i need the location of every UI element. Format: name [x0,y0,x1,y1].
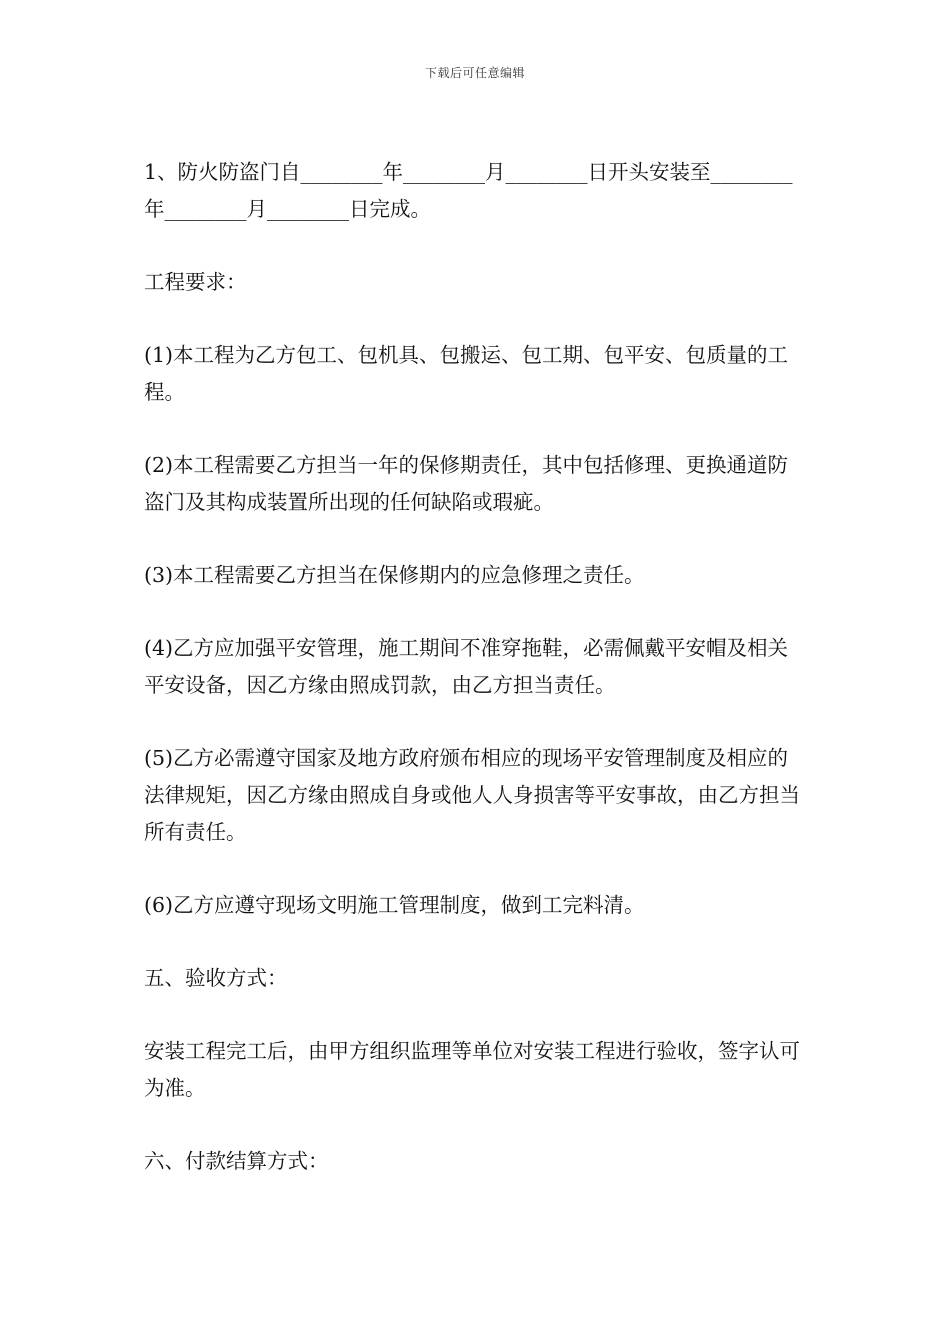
document-body [144,154,808,1216]
page-header: 下载后可任意编辑 [424,66,525,80]
paragraph-install-schedule: 1、防火防盗门自________年________月________日开头安装至________年________月________日完成。 [144,160,793,221]
section-heading-payment: 六、付款结算方式： [144,1149,329,1173]
section-heading-acceptance: 五、验收方式： [144,966,288,990]
paragraph-requirement-4: (4)乙方应加强平安管理，施工期间不准穿拖鞋，必需佩戴平安帽及相关平安设备，因乙方缘由照成罚款，由乙方担当责任。 [144,636,789,697]
paragraph-acceptance: 安装工程完工后，由甲方组织监理等单位对安装工程进行验收，签字认可为准。 [144,1039,800,1100]
paragraph-requirement-5: (5)乙方必需遵守国家及地方政府颁布相应的现场平安管理制度及相应的法律规矩，因乙方缘由照成自身或他人人身损害等平安事故，由乙方担当所有责任。 [144,746,800,844]
paragraph-requirements-heading: 工程要求： [144,270,247,294]
paragraph-requirement-3: (3)本工程需要乙方担当在保修期内的应急修理之责任。 [144,563,645,587]
paragraph-requirement-6: (6)乙方应遵守现场文明施工管理制度，做到工完料清。 [144,893,645,917]
paragraph-requirement-1: (1)本工程为乙方包工、包机具、包搬运、包工期、包平安、包质量的工程。 [144,343,789,404]
paragraph-requirement-2: (2)本工程需要乙方担当一年的保修期责任，其中包括修理、更换通道防盗门及其构成装置所出现的任何缺陷或瑕疵。 [144,453,789,514]
